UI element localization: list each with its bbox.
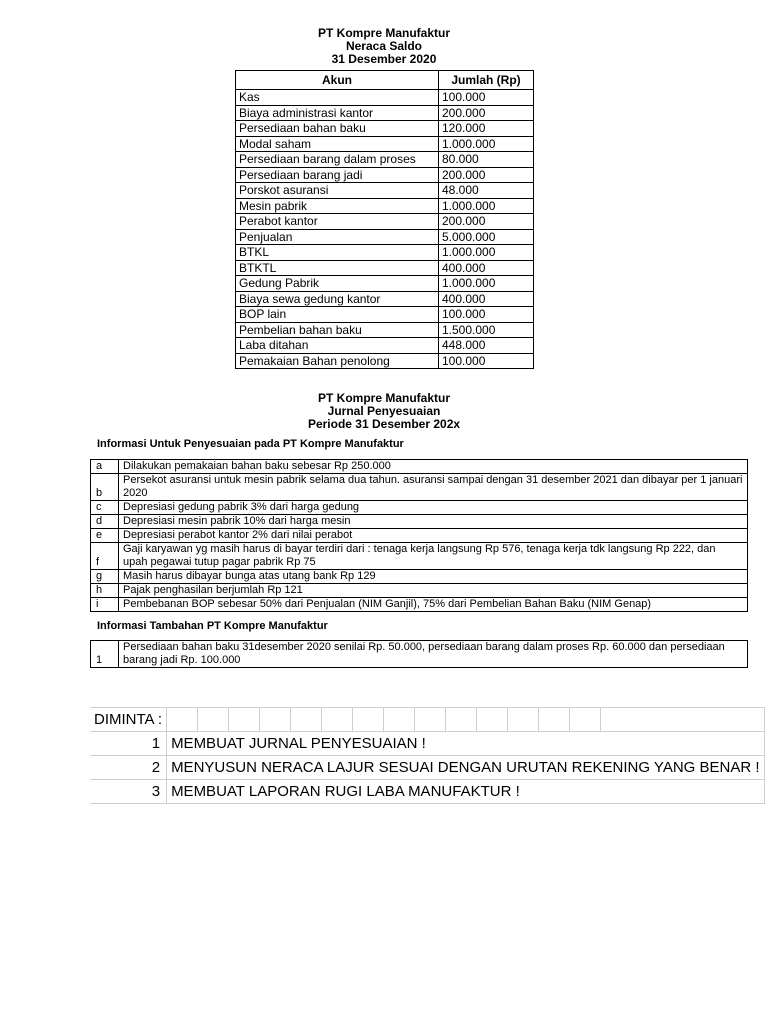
info-row bbox=[91, 543, 748, 570]
report-title: Jurnal Penyesuaian bbox=[327, 404, 441, 418]
company-name: PT Kompre Manufaktur bbox=[317, 391, 450, 405]
account-name: Pemakaian Bahan penolong bbox=[236, 353, 439, 369]
grid-cell bbox=[260, 708, 291, 732]
info-row bbox=[91, 501, 748, 515]
trial-balance-row bbox=[236, 229, 534, 245]
grid-cell bbox=[353, 708, 384, 732]
account-name: Modal saham bbox=[236, 136, 439, 152]
adjusting-journal-header bbox=[234, 392, 534, 431]
task-text: MEMBUAT JURNAL PENYESUAIAN ! bbox=[167, 732, 764, 756]
account-name: BTKTL bbox=[236, 260, 439, 276]
account-name: BOP lain bbox=[236, 307, 439, 323]
info-text: Gaji karyawan yg masih harus di bayar terdiri dari : tenaga kerja langsung Rp 576, tenaga kerja tdk langsung Rp 222, dan upah pegawai tutup pagar pabrik Rp 75 bbox=[119, 543, 748, 570]
info-row bbox=[91, 460, 748, 474]
grid-cell bbox=[570, 708, 601, 732]
info-text: Pembebanan BOP sebesar 50% dari Penjualan (NIM Ganjil), 75% dari Pembelian Bahan Baku (NIM Genap) bbox=[119, 598, 748, 612]
account-name: BTKL bbox=[236, 245, 439, 261]
account-amount: 400.000 bbox=[439, 291, 534, 307]
task-row bbox=[90, 732, 764, 756]
account-amount: 100.000 bbox=[439, 353, 534, 369]
trial-balance-row bbox=[236, 307, 534, 323]
account-amount: 1.000.000 bbox=[439, 136, 534, 152]
info-row bbox=[91, 584, 748, 598]
account-amount: 200.000 bbox=[439, 105, 534, 121]
info-key: a bbox=[91, 460, 119, 474]
account-amount: 5.000.000 bbox=[439, 229, 534, 245]
adjustment-info-heading: Informasi Untuk Penyesuaian pada PT Kompre Manufaktur bbox=[97, 438, 404, 450]
grid-cell bbox=[415, 708, 446, 732]
info-text: Persekot asuransi untuk mesin pabrik selama dua tahun. asuransi sampai dengan 31 desember 2021 dan dibayar per 1 januari 2020 bbox=[119, 474, 748, 501]
trial-balance-row bbox=[236, 90, 534, 106]
trial-balance-row bbox=[236, 276, 534, 292]
adjustment-info-table bbox=[90, 459, 748, 612]
task-number: 3 bbox=[90, 780, 167, 804]
info-key: f bbox=[91, 543, 119, 570]
report-date: 31 Desember 2020 bbox=[331, 52, 437, 66]
info-key: c bbox=[91, 501, 119, 515]
info-key: g bbox=[91, 570, 119, 584]
grid-cell bbox=[198, 708, 229, 732]
info-key: i bbox=[91, 598, 119, 612]
additional-info-table bbox=[90, 640, 748, 668]
task-row bbox=[90, 780, 764, 804]
grid-cell bbox=[477, 708, 508, 732]
task-text: MEMBUAT LAPORAN RUGI LABA MANUFAKTUR ! bbox=[167, 780, 764, 804]
info-text: Pajak penghasilan berjumlah Rp 121 bbox=[119, 584, 748, 598]
info-text: Depresiasi mesin pabrik 10% dari harga mesin bbox=[119, 515, 748, 529]
company-name: PT Kompre Manufaktur bbox=[317, 26, 450, 40]
trial-balance-row bbox=[236, 136, 534, 152]
account-name: Porskot asuransi bbox=[236, 183, 439, 199]
info-row bbox=[91, 474, 748, 501]
tasks-table bbox=[90, 707, 765, 804]
account-name: Gedung Pabrik bbox=[236, 276, 439, 292]
trial-balance-row bbox=[236, 121, 534, 137]
info-text: Masih harus dibayar bunga atas utang bank Rp 129 bbox=[119, 570, 748, 584]
tasks-label: DIMINTA : bbox=[90, 708, 167, 732]
additional-info-body bbox=[91, 641, 748, 668]
account-amount: 48.000 bbox=[439, 183, 534, 199]
info-row bbox=[91, 641, 748, 668]
trial-balance-body bbox=[236, 90, 534, 369]
trial-balance-row bbox=[236, 322, 534, 338]
trial-balance-row bbox=[236, 152, 534, 168]
info-row bbox=[91, 515, 748, 529]
column-header-akun: Akun bbox=[236, 71, 439, 90]
grid-cell bbox=[601, 708, 764, 732]
trial-balance-row bbox=[236, 105, 534, 121]
trial-balance-row bbox=[236, 260, 534, 276]
account-name: Persediaan barang dalam proses bbox=[236, 152, 439, 168]
info-text: Depresiasi gedung pabrik 3% dari harga gedung bbox=[119, 501, 748, 515]
grid-cell bbox=[508, 708, 539, 732]
tasks-body bbox=[90, 732, 764, 804]
trial-balance-row bbox=[236, 353, 534, 369]
trial-balance-row bbox=[236, 214, 534, 230]
column-header-jumlah: Jumlah (Rp) bbox=[439, 71, 534, 90]
account-amount: 100.000 bbox=[439, 307, 534, 323]
info-key: e bbox=[91, 529, 119, 543]
account-name: Penjualan bbox=[236, 229, 439, 245]
grid-cell bbox=[322, 708, 353, 732]
account-amount: 80.000 bbox=[439, 152, 534, 168]
account-name: Biaya sewa gedung kantor bbox=[236, 291, 439, 307]
account-name: Perabot kantor bbox=[236, 214, 439, 230]
account-amount: 400.000 bbox=[439, 260, 534, 276]
account-amount: 1.000.000 bbox=[439, 245, 534, 261]
info-row bbox=[91, 529, 748, 543]
info-key: b bbox=[91, 474, 119, 501]
info-row bbox=[91, 570, 748, 584]
grid-cell bbox=[446, 708, 477, 732]
account-amount: 448.000 bbox=[439, 338, 534, 354]
grid-cell bbox=[539, 708, 570, 732]
account-amount: 120.000 bbox=[439, 121, 534, 137]
info-text: Depresiasi perabot kantor 2% dari nilai perabot bbox=[119, 529, 748, 543]
trial-balance-row bbox=[236, 167, 534, 183]
info-text: Persediaan bahan baku 31desember 2020 senilai Rp. 50.000, persediaan barang dalam proses Rp. 60.000 dan persediaan barang jadi Rp. 100.000 bbox=[119, 641, 748, 668]
grid-cell bbox=[229, 708, 260, 732]
info-text: Dilakukan pemakaian bahan baku sebesar Rp 250.000 bbox=[119, 460, 748, 474]
info-key: h bbox=[91, 584, 119, 598]
report-period: Periode 31 Desember 202x bbox=[307, 417, 461, 431]
grid-cell bbox=[384, 708, 415, 732]
account-name: Pembelian bahan baku bbox=[236, 322, 439, 338]
account-amount: 1.000.000 bbox=[439, 276, 534, 292]
account-name: Persediaan barang jadi bbox=[236, 167, 439, 183]
grid-cell bbox=[167, 708, 198, 732]
info-key: d bbox=[91, 515, 119, 529]
info-row bbox=[91, 598, 748, 612]
task-number: 2 bbox=[90, 756, 167, 780]
account-amount: 1.000.000 bbox=[439, 198, 534, 214]
task-number: 1 bbox=[90, 732, 167, 756]
additional-info-heading: Informasi Tambahan PT Kompre Manufaktur bbox=[97, 620, 328, 632]
trial-balance-table bbox=[235, 70, 534, 369]
trial-balance-row bbox=[236, 291, 534, 307]
task-text: MENYUSUN NERACA LAJUR SESUAI DENGAN URUTAN REKENING YANG BENAR ! bbox=[167, 756, 764, 780]
trial-balance-row bbox=[236, 245, 534, 261]
trial-balance-row bbox=[236, 338, 534, 354]
adjustment-info-body bbox=[91, 460, 748, 612]
trial-balance-row bbox=[236, 198, 534, 214]
account-amount: 100.000 bbox=[439, 90, 534, 106]
report-title: Neraca Saldo bbox=[345, 39, 423, 53]
account-name: Mesin pabrik bbox=[236, 198, 439, 214]
account-amount: 200.000 bbox=[439, 214, 534, 230]
trial-balance-header bbox=[234, 27, 534, 66]
account-amount: 200.000 bbox=[439, 167, 534, 183]
account-name: Biaya administrasi kantor bbox=[236, 105, 439, 121]
account-name: Kas bbox=[236, 90, 439, 106]
account-amount: 1.500.000 bbox=[439, 322, 534, 338]
trial-balance-row bbox=[236, 183, 534, 199]
account-name: Laba ditahan bbox=[236, 338, 439, 354]
info-key: 1 bbox=[91, 641, 119, 668]
task-row bbox=[90, 756, 764, 780]
account-name: Persediaan bahan baku bbox=[236, 121, 439, 137]
grid-cell bbox=[291, 708, 322, 732]
